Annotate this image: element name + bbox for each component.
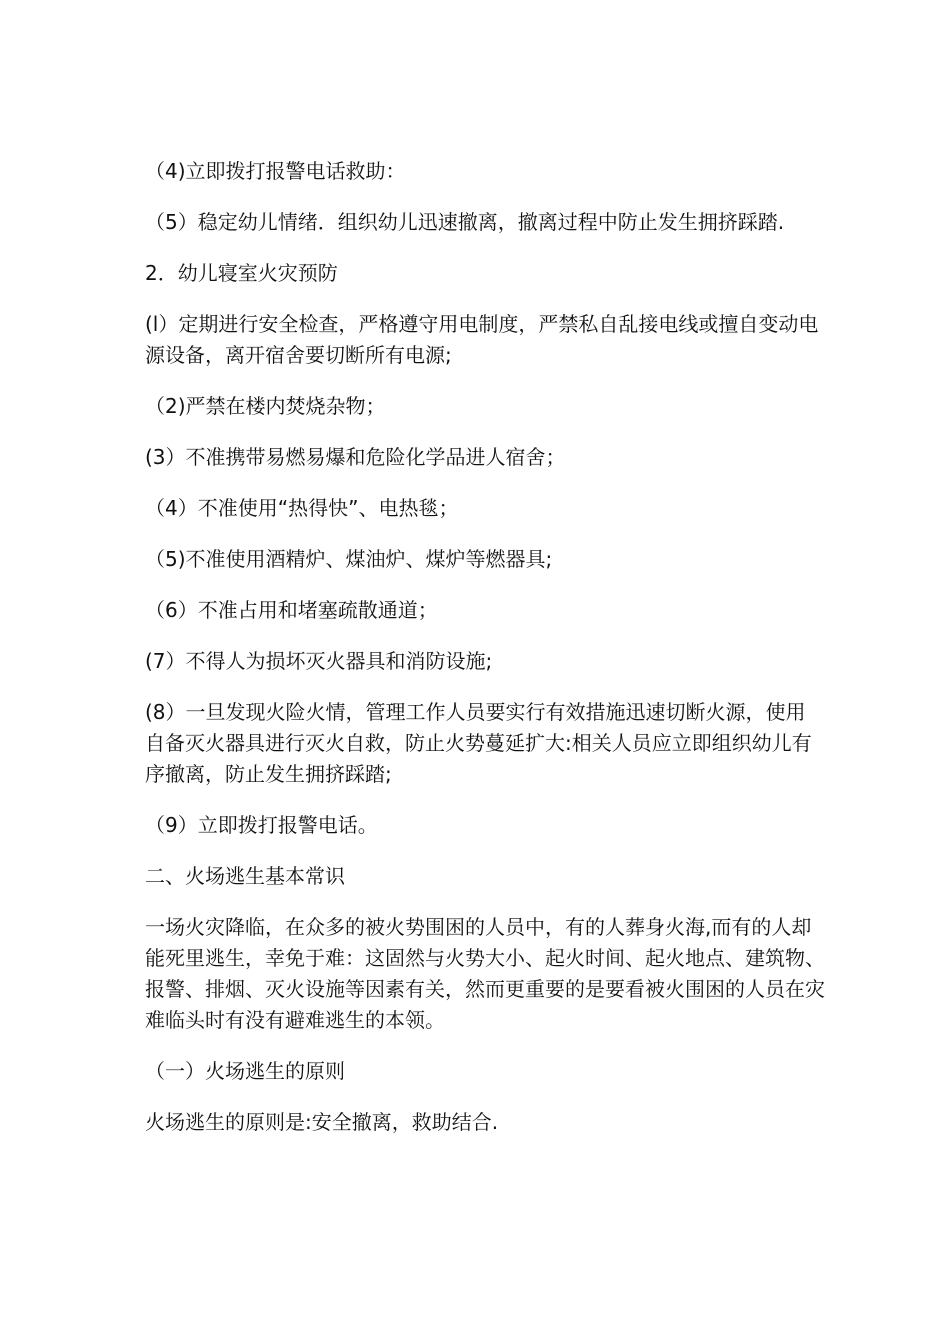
paragraph-no-damage-equipment: (7）不得人为损坏灭火器具和消防设施;: [145, 649, 493, 673]
subheading-escape-principles: （一）火场逃生的原则: [145, 1059, 345, 1083]
section-heading-escape-basics: 二、火场逃生基本常识: [145, 864, 345, 888]
paragraph-emergency-call: （4)立即拨打报警电话救助：: [145, 159, 406, 183]
section-heading-dorm-fire-prevention: 2．幼儿寝室火灾预防: [145, 261, 338, 285]
paragraph-no-flammables: (3）不准携带易燃易爆和危险化学品进人宿舍；: [145, 445, 566, 469]
paragraph-escape-principle-text: 火场逃生的原则是:安全撤离，救助结合.: [145, 1110, 499, 1134]
paragraph-fire-response: (8）一旦发现火险火情，管理工作人员要实行有效措施迅速切断火源，使用自备灭火器具进行灭火自救，防止火势蔓延扩大:相关人员应立即组织幼儿有序撤离，防止发生拥挤踩踏;: [145, 700, 812, 786]
paragraph-escape-intro: 一场火灾降临，在众多的被火势围困的人员中，有的人葬身火海,而有的人却能死里逃生，幸免于难：这固然与火势大小、起火时间、起火地点、建筑物、报警、排烟、灭火设施等因素有关，然而更重要的是要看被火围困的人员在灾难临头时有没有避难逃生的本领。: [145, 915, 825, 1032]
paragraph-no-burning: （2)严禁在楼内焚烧杂物；: [145, 394, 386, 418]
paragraph-no-stoves: （5)不准使用酒精炉、煤油炉、煤炉等燃器具;: [145, 547, 553, 571]
document-body: [145, 156, 825, 1158]
paragraph-calm-evacuate: （5）稳定幼儿情绪．组织幼儿迅速撤离，撤离过程中防止发生拥挤踩踏.: [145, 210, 785, 234]
paragraph-no-heaters: （4）不准使用“热得快”、电热毯；: [145, 496, 459, 520]
paragraph-no-blocking-exits: （6）不准占用和堵塞疏散通道；: [145, 598, 438, 622]
paragraph-call-alarm: （9）立即拨打报警电话。: [145, 813, 378, 837]
paragraph-safety-inspection: (l）定期进行安全检查，严格遵守用电制度，严禁私自乱接电线或擅自变动电源设备，离开宿舍要切断所有电源;: [145, 312, 819, 367]
